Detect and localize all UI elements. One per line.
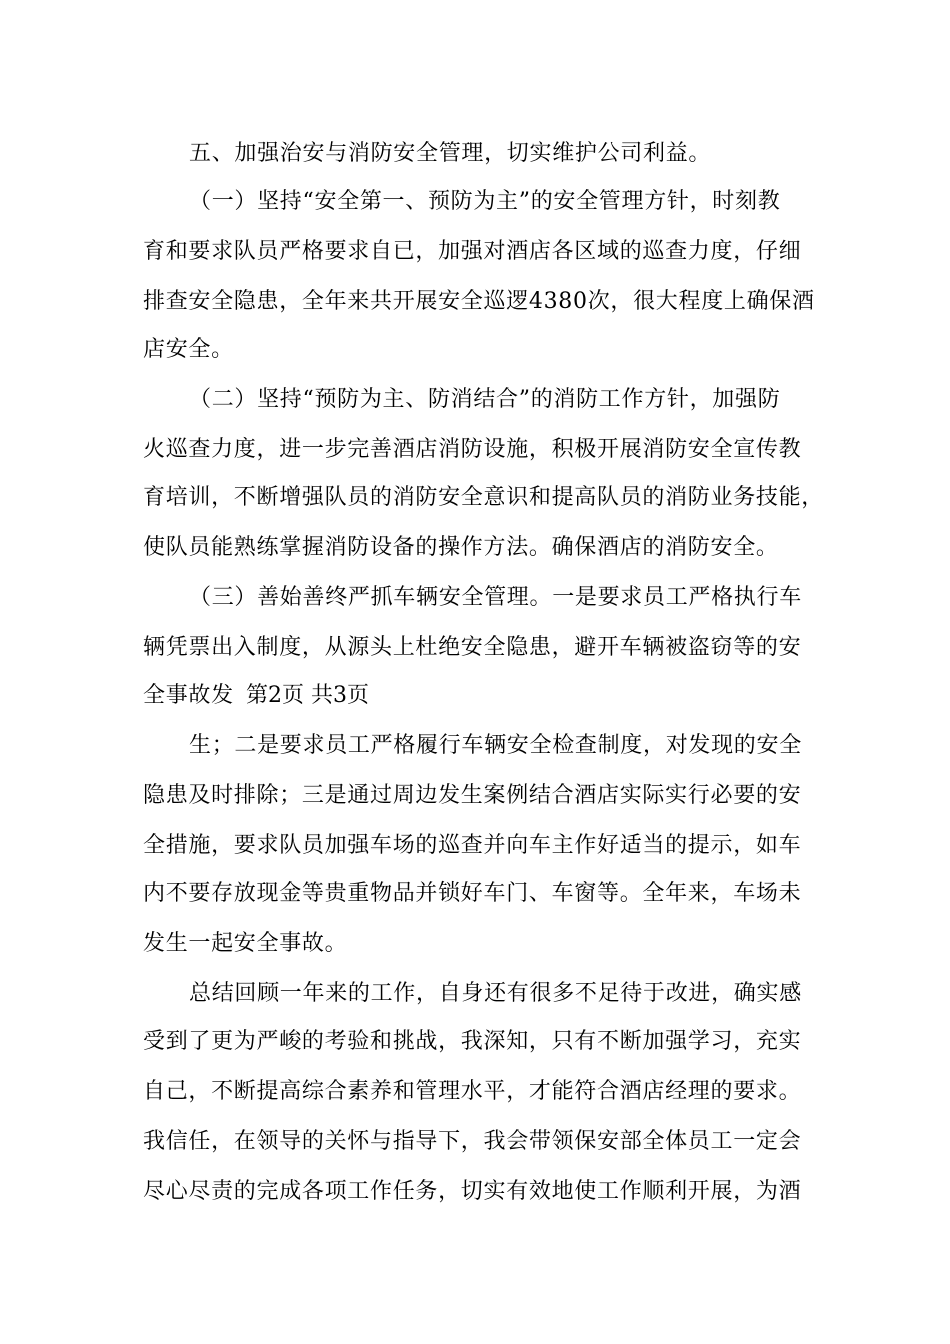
line-text: 辆凭票出入制度，从源头上杜绝安全隐患，避开车辆被盗窃等的安 — [143, 635, 802, 660]
text-line — [0, 226, 950, 278]
text-line — [0, 820, 950, 872]
line-text: 排查安全隐患，全年来共开展安全巡逻4380次，很大程度上确保酒 — [143, 289, 815, 314]
line-text: 全事故发 — [143, 683, 234, 708]
text-line — [0, 1016, 950, 1068]
text-line — [0, 1166, 950, 1218]
line-text: 火巡查力度，进一步完善酒店消防设施，积极开展消防安全宣传教 — [143, 437, 802, 462]
text-line — [0, 670, 950, 722]
line-text: （三）善始善终严抓车辆安全管理。一是要求员工严格执行车 — [189, 585, 802, 610]
text-line — [0, 472, 950, 524]
text-line — [0, 968, 950, 1020]
text-line — [0, 868, 950, 920]
line-text: 使队员能熟练掌握消防设备的操作方法。确保酒店的消防安全。 — [143, 535, 779, 560]
line-text: （一）坚持“安全第一、预防为主”的安全管理方针，时刻教 — [189, 189, 781, 214]
line-text: 总结回顾一年来的工作，自身还有很多不足待于改进，确实感 — [189, 981, 802, 1006]
line-text: 五、加强治安与消防安全管理，切实维护公司利益。 — [189, 141, 712, 166]
text-line — [0, 324, 950, 376]
text-line — [0, 522, 950, 574]
text-line — [0, 176, 950, 228]
line-text: 我信任，在领导的关怀与指导下，我会带领保安部全体员工一定会 — [143, 1129, 802, 1154]
line-text: 育培训，不断增强队员的消防安全意识和提高队员的消防业务技能， — [143, 485, 825, 510]
text-line — [0, 720, 950, 772]
line-text: 生；二是要求员工严格履行车辆安全检查制度，对发现的安全 — [189, 733, 802, 758]
text-line — [0, 622, 950, 674]
text-line — [0, 1116, 950, 1168]
line-text: 全措施，要求队员加强车场的巡查并向车主作好适当的提示，如车 — [143, 833, 802, 858]
page-number: 第2页 共3页 — [246, 683, 369, 708]
text-line — [0, 770, 950, 822]
text-line — [0, 374, 950, 426]
line-text: 发生一起安全事故。 — [143, 931, 348, 956]
line-text: 隐患及时排除；三是通过周边发生案例结合酒店实际实行必要的安 — [143, 783, 802, 808]
text-line — [0, 1066, 950, 1118]
line-text: 受到了更为严峻的考验和挑战，我深知，只有不断加强学习，充实 — [143, 1029, 802, 1054]
line-text: 尽心尽责的完成各项工作任务，切实有效地使工作顺利开展，为酒 — [143, 1179, 802, 1204]
line-text: 店安全。 — [143, 337, 234, 362]
text-line — [0, 276, 950, 328]
text-line — [0, 424, 950, 476]
text-line — [0, 572, 950, 624]
text-line — [0, 918, 950, 970]
line-text: 育和要求队员严格要求自已，加强对酒店各区域的巡查力度，仔细 — [143, 239, 802, 264]
text-line — [0, 128, 950, 180]
line-text: 内不要存放现金等贵重物品并锁好车门、车窗等。全年来，车场未 — [143, 881, 802, 906]
line-text: 自己，不断提高综合素养和管理水平，才能符合酒店经理的要求。 — [143, 1079, 802, 1104]
line-text: （二）坚持“预防为主、防消结合”的消防工作方针，加强防 — [189, 387, 781, 412]
